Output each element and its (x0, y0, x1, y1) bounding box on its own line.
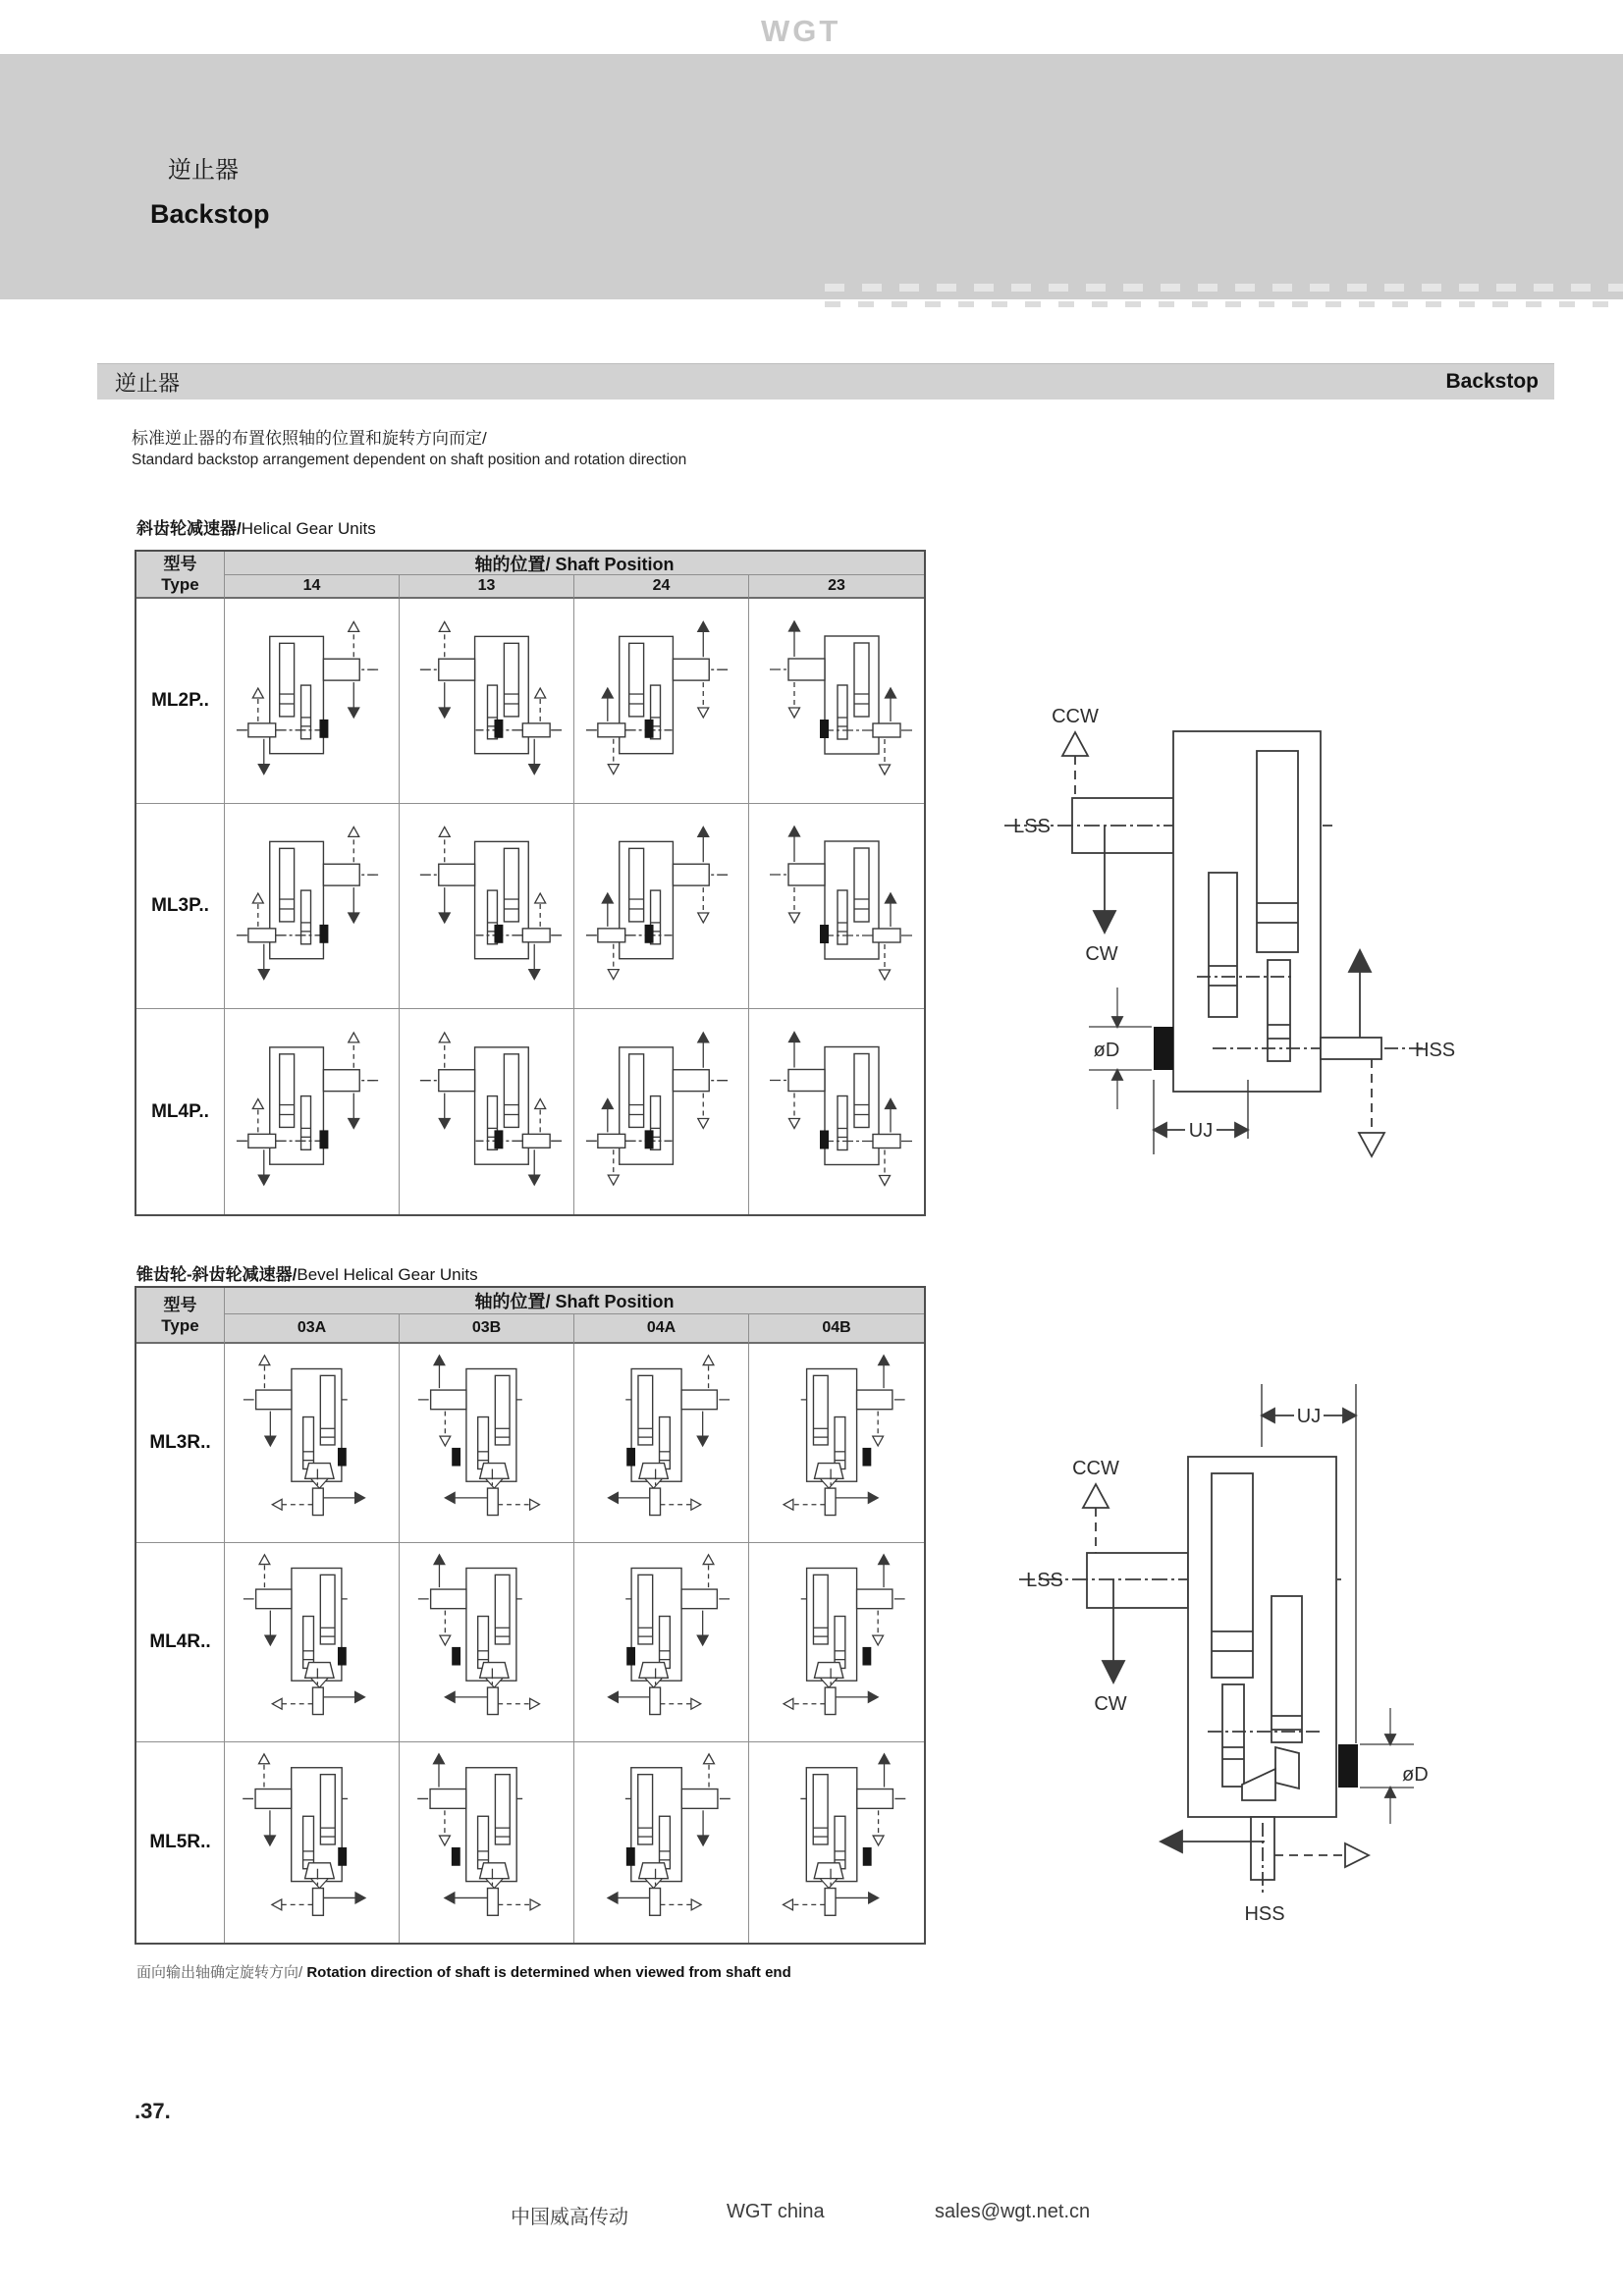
cell-diagram-ML5R-04B (749, 1742, 924, 1943)
header-band (0, 54, 1623, 299)
cell-diagram-ML2P-14 (225, 599, 400, 804)
cell-diagram-ML4R-04B (749, 1543, 924, 1742)
section-title-bar (97, 363, 1554, 400)
bevel-unit-mini-schematic (225, 1344, 399, 1542)
cell-diagram-ML5R-04A (574, 1742, 749, 1943)
shaft-position-column-13: 13 (400, 575, 574, 599)
helical-table-heading (136, 514, 376, 539)
shaft-position-column-14: 14 (225, 575, 400, 599)
bevel-table-heading-cn: 锥齿轮-斜齿轮减速器/ (136, 1265, 298, 1284)
diagram1-lss-label: LSS (1013, 816, 1051, 837)
bevel-table-heading-en: Bevel Helical Gear Units (297, 1265, 478, 1284)
decor-dashes (825, 284, 1623, 292)
bevel-shaft-position-table (135, 1286, 926, 1945)
helical-unit-mini-schematic (749, 1009, 924, 1214)
diagram2-cw-label: CW (1094, 1693, 1127, 1715)
shaft-position-column-04A: 04A (574, 1314, 749, 1344)
cell-diagram-ML5R-03A (225, 1742, 400, 1943)
helical-unit-mini-schematic (749, 804, 924, 1008)
helical-unit-mini-schematic (225, 599, 399, 803)
cell-diagram-ML3P-13 (400, 804, 574, 1009)
bevel-unit-mini-schematic (574, 1742, 748, 1943)
diagram2-lss-label: LSS (1026, 1570, 1063, 1591)
helical-unit-mini-schematic (749, 599, 924, 803)
diagram2-ccw-label: CCW (1072, 1458, 1119, 1479)
cell-diagram-ML4R-04A (574, 1543, 749, 1742)
cell-diagram-ML3R-03A (225, 1344, 400, 1543)
cell-diagram-ML2P-23 (749, 599, 924, 804)
bevel-table-heading (136, 1260, 478, 1285)
bevel-unit-mini-schematic (749, 1742, 924, 1943)
diagram1-uj-label: UJ (1188, 1120, 1214, 1142)
decor-dashes-2 (825, 301, 1623, 307)
cell-diagram-ML3P-14 (225, 804, 400, 1009)
cell-diagram-ML2P-24 (574, 599, 749, 804)
helical-table-heading-cn: 斜齿轮减速器/ (136, 519, 242, 538)
type-label-cell: ML4R.. (136, 1543, 225, 1742)
type-column-header: 型号 Type (136, 1288, 225, 1344)
diagram2-hss-label: HSS (1244, 1903, 1285, 1925)
cell-diagram-ML3P-23 (749, 804, 924, 1009)
diagram2-uj-label: UJ (1296, 1406, 1322, 1427)
cell-diagram-ML3R-03B (400, 1344, 574, 1543)
bevel-unit-mini-schematic (225, 1543, 399, 1741)
shaft-position-column-23: 23 (749, 575, 924, 599)
helical-table-heading-en: Helical Gear Units (241, 519, 376, 538)
page-number: .37. (135, 2099, 171, 2123)
bevel-unit-mini-schematic (400, 1543, 573, 1741)
helical-unit-mini-schematic (574, 804, 748, 1008)
bevel-unit-mini-schematic (574, 1344, 748, 1542)
diagram1-ccw-label: CCW (1052, 706, 1099, 727)
bevel-unit-mini-schematic (574, 1543, 748, 1741)
cell-diagram-ML4P-24 (574, 1009, 749, 1214)
type-label-cell: ML2P.. (136, 599, 225, 804)
section-title-en: Backstop (1445, 370, 1539, 393)
shaft-position-column-03B: 03B (400, 1314, 574, 1344)
cell-diagram-ML3R-04A (574, 1344, 749, 1543)
bevel-unit-mini-schematic (749, 1543, 924, 1741)
bevel-unit-diagram (998, 1327, 1469, 1941)
shaft-position-column-03A: 03A (225, 1314, 400, 1344)
cell-diagram-ML5R-03B (400, 1742, 574, 1943)
shaft-position-header: 轴的位置/ Shaft Position (225, 1288, 924, 1314)
diagram1-hss-label: HSS (1415, 1040, 1456, 1061)
intro-line-cn: 标准逆止器的布置依照轴的位置和旋转方向而定/ (132, 429, 487, 448)
section-title-cn: 逆止器 (115, 370, 181, 396)
cell-diagram-ML2P-13 (400, 599, 574, 804)
type-label-cell: ML5R.. (136, 1742, 225, 1943)
helical-unit-mini-schematic (574, 599, 748, 803)
diagram2-diameter-label: øD (1402, 1764, 1429, 1786)
helical-unit-mini-schematic (225, 1009, 399, 1214)
footer-company-cn: 中国威高传动 (511, 2207, 628, 2228)
footer-email: sales@wgt.net.cn (935, 2201, 1091, 2222)
intro-line-en: Standard backstop arrangement dependent on shaft position and rotation direction (132, 452, 687, 468)
shaft-position-header: 轴的位置/ Shaft Position (225, 552, 924, 575)
header-title-cn: 逆止器 (168, 157, 239, 184)
helical-unit-mini-schematic (400, 1009, 573, 1214)
diagram1-diameter-label: øD (1093, 1040, 1120, 1061)
cell-diagram-ML4R-03A (225, 1543, 400, 1742)
helical-unit-diagram (987, 675, 1497, 1186)
diagram1-cw-label: CW (1085, 943, 1118, 965)
rotation-footnote-cn: 面向输出轴确定旋转方向/ (136, 1964, 307, 1981)
cell-diagram-ML4P-13 (400, 1009, 574, 1214)
helical-unit-mini-schematic (400, 804, 573, 1008)
cell-diagram-ML3R-04B (749, 1344, 924, 1543)
bevel-unit-mini-schematic (225, 1742, 399, 1943)
helical-shaft-position-table (135, 550, 926, 1216)
bevel-unit-mini-schematic (400, 1344, 573, 1542)
helical-unit-mini-schematic (574, 1009, 748, 1214)
type-label-cell: ML3P.. (136, 804, 225, 1009)
helical-unit-mini-schematic (225, 804, 399, 1008)
header-title-en: Backstop (150, 199, 270, 229)
wgt-logo: WGT (761, 14, 841, 48)
cell-diagram-ML4P-23 (749, 1009, 924, 1214)
rotation-footnote (136, 1961, 791, 1982)
cell-diagram-ML3P-24 (574, 804, 749, 1009)
shaft-position-column-24: 24 (574, 575, 749, 599)
shaft-position-column-04B: 04B (749, 1314, 924, 1344)
helical-unit-mini-schematic (400, 599, 573, 803)
cell-diagram-ML4P-14 (225, 1009, 400, 1214)
type-column-header: 型号 Type (136, 552, 225, 599)
type-label-cell: ML4P.. (136, 1009, 225, 1214)
bevel-unit-mini-schematic (749, 1344, 924, 1542)
cell-diagram-ML4R-03B (400, 1543, 574, 1742)
bevel-unit-mini-schematic (400, 1742, 573, 1943)
type-label-cell: ML3R.. (136, 1344, 225, 1543)
footer-company-en: WGT china (727, 2201, 825, 2222)
rotation-footnote-en: Rotation direction of shaft is determined when viewed from shaft end (306, 1964, 791, 1981)
